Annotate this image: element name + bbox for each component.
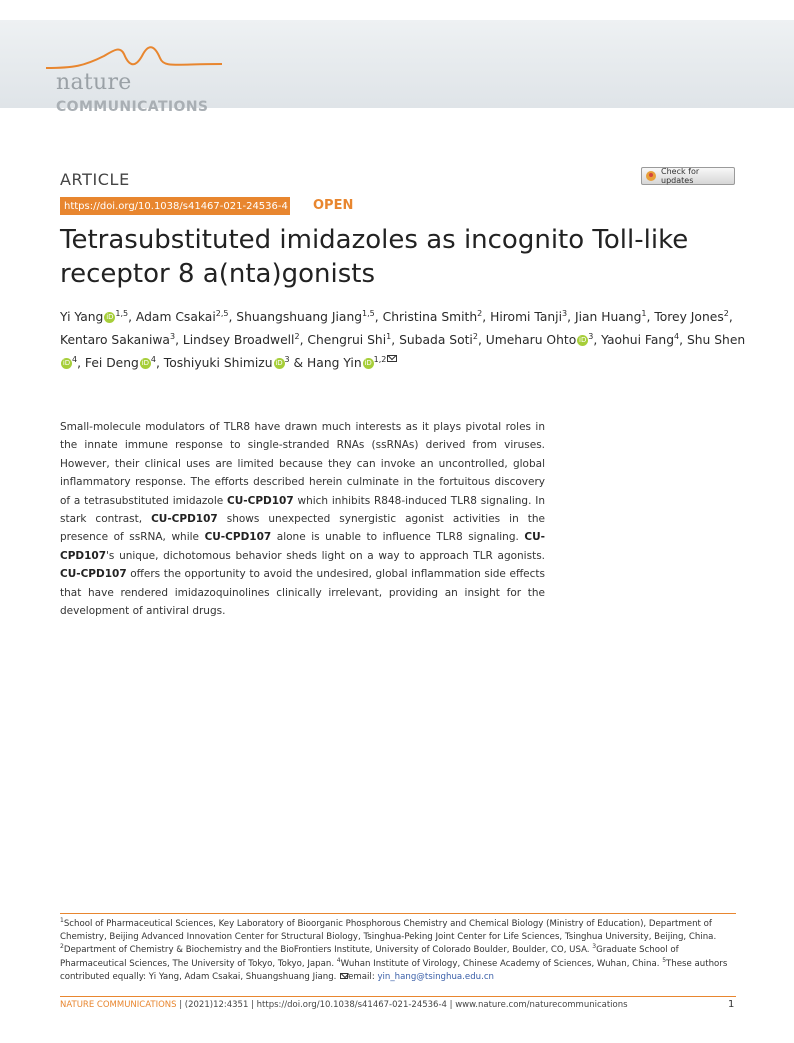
author-name: Umeharu Ohto [485, 333, 577, 347]
author-separator: , [175, 333, 183, 347]
compound-name: CU-CPD107 [227, 494, 294, 507]
author-name: Fei Deng [84, 356, 139, 370]
footer-citation: | (2021)12:4351 | https://doi.org/10.1038/s41467-021-24536-4 | www.nature.com/naturecommunications [176, 1000, 628, 1010]
author-affiliation-number: 2 [723, 308, 729, 318]
author-name: Toshiyuki Shimizu [163, 356, 273, 370]
author[interactable] [236, 310, 374, 324]
email-label: email: [348, 971, 378, 982]
author-affiliation-number: 4 [150, 354, 156, 364]
open-access-label: OPEN [313, 198, 354, 213]
author-affiliation-number: 2 [477, 308, 483, 318]
author-separator: , [646, 310, 655, 324]
author-affiliation-number: 2,5 [215, 308, 229, 318]
author-separator: , [728, 310, 733, 324]
orcid-icon[interactable]: iD [106, 313, 114, 321]
author-name: Yaohui Fang [601, 333, 675, 347]
mail-icon [340, 973, 348, 979]
author[interactable] [85, 356, 156, 370]
affiliation-number: 4 [336, 956, 341, 964]
affiliation-number: 5 [662, 956, 667, 964]
compound-name: CU-CPD107 [60, 568, 127, 581]
journal-header [0, 20, 794, 115]
compound-name: CU-CPD107 [151, 513, 218, 526]
page-footer [60, 1000, 628, 1010]
author-name: Lindsey Broadwell [182, 333, 295, 347]
author-name: Torey Jones [654, 310, 724, 324]
author-separator: , [567, 310, 575, 324]
orcid-icon[interactable]: iD [579, 336, 587, 344]
author-separator: , [299, 333, 308, 347]
author-affiliation-number: 1,5 [115, 308, 129, 318]
logo-communications-text: COMMUNICATIONS [56, 99, 209, 115]
abstract [60, 418, 545, 620]
check-updates-label: Check for updates [661, 167, 700, 185]
author-separator: , [477, 333, 486, 347]
author-affiliation-number: 1,5 [362, 308, 375, 318]
check-updates-icon [646, 171, 656, 181]
author-separator: , [77, 356, 85, 370]
check-for-updates-button[interactable] [641, 167, 735, 185]
author[interactable] [60, 310, 128, 324]
affiliation-number: 1 [60, 917, 64, 925]
affiliation-text: Graduate School of Pharmaceutical Sciences, The University of Tokyo, Tokyo, Japan. [60, 945, 679, 969]
page-number: 1 [728, 999, 735, 1010]
author-name: Shuangshuang Jiang [236, 310, 363, 324]
author[interactable] [383, 310, 483, 324]
author[interactable] [575, 310, 647, 324]
abstract-text: 's unique, dichotomous behavior sheds light on a way to approach TLR agonists. [106, 549, 545, 562]
author[interactable] [654, 310, 729, 324]
affiliation-text: School of Pharmaceutical Sciences, Key Laboratory of Bioorganic Phosphorous Chemistry and Chemical Biology (Ministry of Education), Department of Chemistry, Beijing Advanced Innovation Center for Structural Biology, Tsinghua-Peking Joint Center for Life Sciences, Tsinghua University, Beijing, China. [60, 919, 717, 943]
author-separator: , [228, 310, 237, 324]
author-affiliation-number: 2 [294, 331, 300, 341]
author-name: Jian Huang [574, 310, 642, 324]
affiliation-number: 2 [60, 943, 64, 951]
abstract-text: shows unexpected synergistic agonist activities in the presence of ssRNA, while [60, 513, 545, 544]
author[interactable] [164, 356, 290, 370]
article-title: Tetrasubstituted imidazoles as incognito Toll-like receptor 8 a(nta)gonists [60, 225, 689, 289]
affiliation-number: 3 [592, 943, 597, 951]
author-separator: , [593, 333, 602, 347]
affiliation-text: Wuhan Institute of Virology, Chinese Academy of Sciences, Wuhan, China. [340, 958, 663, 969]
author-separator: , [679, 333, 687, 347]
author-separator: , [482, 310, 491, 324]
author-name: Christina Smith [382, 310, 478, 324]
author[interactable] [60, 333, 175, 347]
author[interactable] [136, 310, 229, 324]
author[interactable] [307, 333, 391, 347]
author-affiliation-number: 3 [169, 331, 176, 341]
author-name: Adam Csakai [135, 310, 216, 324]
author-affiliation-number: 3 [562, 308, 568, 318]
author-name: Chengrui Shi [307, 333, 387, 347]
author-list [60, 306, 750, 375]
orcid-icon[interactable]: iD [62, 359, 71, 367]
footnote-divider [60, 913, 736, 914]
orcid-icon[interactable]: iD [364, 359, 372, 367]
author-separator: , [155, 356, 164, 370]
author[interactable] [486, 333, 594, 347]
affiliations [60, 918, 736, 984]
author[interactable] [307, 356, 397, 370]
author-affiliation-number: 3 [284, 354, 290, 364]
author-separator: , [374, 310, 383, 324]
author-affiliation-number: 4 [72, 354, 78, 364]
author[interactable] [183, 333, 300, 347]
mail-icon[interactable] [387, 355, 397, 362]
author[interactable] [601, 333, 679, 347]
abstract-text: which inhibits R848-induced TLR8 signaling. In stark contrast, [60, 494, 545, 526]
author-affiliation-number: 1 [641, 308, 647, 318]
author[interactable] [399, 333, 478, 347]
author-name: Subada Soti [399, 333, 473, 347]
author-affiliation-number: 2 [472, 331, 478, 341]
author-separator: , [391, 333, 400, 347]
orcid-icon[interactable]: iD [275, 359, 283, 367]
abstract-text: offers the opportunity to avoid the undesired, global inflammation side effects that have rendered imidazoquinolines clinically irrelevant, providing an insight for the development of antiviral drugs. [60, 568, 545, 618]
author-separator: , [128, 310, 136, 324]
affiliation-text: Department of Chemistry & Biochemistry and the BioFrontiers Institute, University of Colorado Boulder, Boulder, CO, USA. [63, 945, 593, 956]
abstract-text: alone is unable to influence TLR8 signaling. [271, 531, 525, 544]
logo-nature-text: nature [56, 70, 132, 95]
author-affiliation-number: 1 [386, 331, 392, 341]
footer-journal-name: NATURE COMMUNICATIONS [60, 1000, 177, 1010]
abstract-text: Small-molecule modulators of TLR8 have drawn much interests as it plays pivotal roles in the innate immune response to single-stranded RNAs (ssRNAs) derived from viruses. However, their clinical uses are limited because they can invoke an uncontrolled, global inflammatory response. The efforts described herein culminate in the fortuitous discovery of a tetrasubstituted imidazole [60, 421, 545, 507]
author-name: Hang Yin [307, 356, 362, 370]
email-link[interactable]: yin_hang@tsinghua.edu.cn [377, 971, 494, 982]
footer-divider [60, 996, 736, 997]
author-name: Kentaro Sakaniwa [60, 333, 170, 347]
author-name: Hiromi Tanji [490, 310, 563, 324]
author-name: Yi Yang [60, 310, 104, 324]
affiliation-text: These authors contributed equally: Yi Yang, Adam Csakai, Shuangshuang Jiang. [60, 958, 728, 982]
author[interactable] [490, 310, 567, 324]
author-affiliation-number: 3 [588, 331, 594, 341]
author-affiliation-number: 4 [674, 331, 680, 341]
compound-name: CU-CPD107 [60, 531, 545, 562]
orcid-icon[interactable]: iD [141, 359, 150, 367]
author-separator: & [289, 356, 308, 370]
compound-name: CU-CPD107 [204, 531, 272, 544]
doi-link[interactable]: https://doi.org/10.1038/s41467-021-24536-4 [60, 197, 290, 215]
author-name: Shu Shen [686, 333, 746, 347]
article-type-label: ARTICLE [60, 170, 130, 189]
author-affiliation-number: 1,2 [373, 354, 387, 364]
